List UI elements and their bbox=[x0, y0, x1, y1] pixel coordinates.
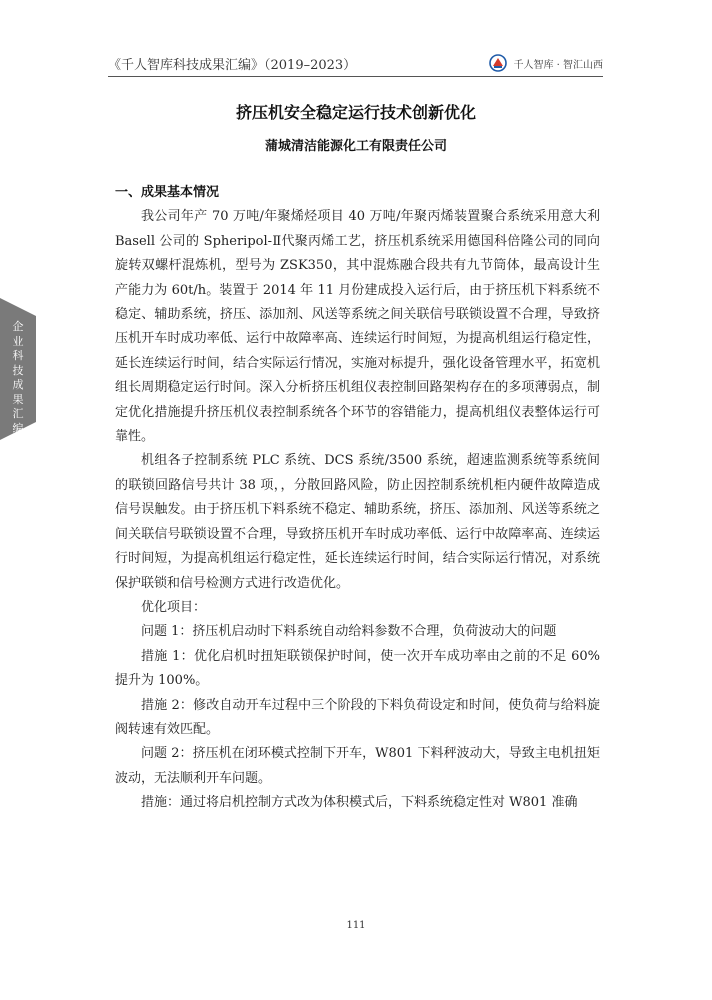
header-rule bbox=[108, 76, 603, 77]
paragraph: 问题 1：挤压机启动时下料系统自动给料参数不合理，负荷波动大的问题 bbox=[141, 624, 557, 640]
section-heading: 一、成果基本情况 bbox=[115, 185, 220, 200]
paragraph: 问题 2：挤压机在闭环模式控制下开车，W801 下料秤波动大，导致主电机扭矩波动，无法顺利开车问题。 bbox=[115, 746, 600, 786]
paragraph: 优化项目： bbox=[141, 599, 207, 615]
paragraph: 机组各子控制系统 PLC 系统、DCS 系统/3500 系统，超速监测系统等系统间的联锁回路信号共计 38 项，，分散回路风险，防止因控制系统机柜内硬件故障造成信号误触发。由于挤压机下料系统不稳定、辅助系统，挤压、添加剂、风送等系统之间关联信号联锁设置不合理，导致挤压机开车时成功率低、运行中故障率高、连续运行时间短，为提高机组运行稳定性，延长连续运行时间，结合实际运行情况，对系统保护联锁和信号检测方式进行改造优化。 bbox=[115, 453, 600, 591]
side-tab-label: 企业科技成果汇编 bbox=[12, 320, 24, 435]
brand-text: 千人智库 · 智汇山西 bbox=[513, 59, 603, 71]
page-title: 挤压机安全稳定运行技术创新优化 bbox=[235, 103, 476, 122]
paragraph: 我公司年产 70 万吨/年聚烯烃项目 40 万吨/年聚丙烯装置聚合系统采用意大利 Basell 公司的 Spheripol-Ⅱ代聚丙烯工艺，挤压机系统采用德国科倍隆公司的同向旋转双螺杆混炼机，型号为 ZSK350，其中混炼融合段共有九节筒体，最高设计生产能力为 60t/h。装置于 2014 年 11 月份建成投入运行后，由于挤压机下料系统不稳定、辅助系统，挤压、添加剂、风送等系统之间关联信号联锁设置不合理，导致挤压机开车时成功率低、运行中故障率高、连续运行时间短，为提高机组运行稳定性，延长连续运行时间，结合实际运行情况，实施对标提升，强化设备管理水平，拓宽机组长周期稳定运行时间。深入分析挤压机组仪表控制回路架构存在的多项薄弱点，制定优化措施提升挤压机仪表控制系统各个环节的容错能力，提高机组仪表整体运行可靠性。 bbox=[115, 209, 600, 445]
body-content bbox=[115, 181, 600, 816]
page-header bbox=[108, 52, 603, 74]
series-title: 《千人智库科技成果汇编》（2019–2023） bbox=[108, 58, 357, 73]
page-number: 111 bbox=[346, 920, 366, 931]
brand bbox=[488, 54, 603, 72]
paragraph: 措施：通过将启机控制方式改为体积模式后，下料系统稳定性对 W801 准确 bbox=[141, 795, 578, 811]
paragraph: 措施 1：优化启机时扭矩联锁保护时间，使一次开车成功率由之前的不足 60%提升为 100%。 bbox=[115, 648, 600, 689]
company-name: 蒲城清洁能源化工有限责任公司 bbox=[264, 139, 447, 154]
brand-logo-icon bbox=[488, 54, 508, 72]
paragraph: 措施 2：修改自动开车过程中三个阶段的下料负荷设定和时间，使负荷与给料旋阀转速有效匹配。 bbox=[115, 697, 600, 737]
side-tab bbox=[0, 298, 36, 440]
